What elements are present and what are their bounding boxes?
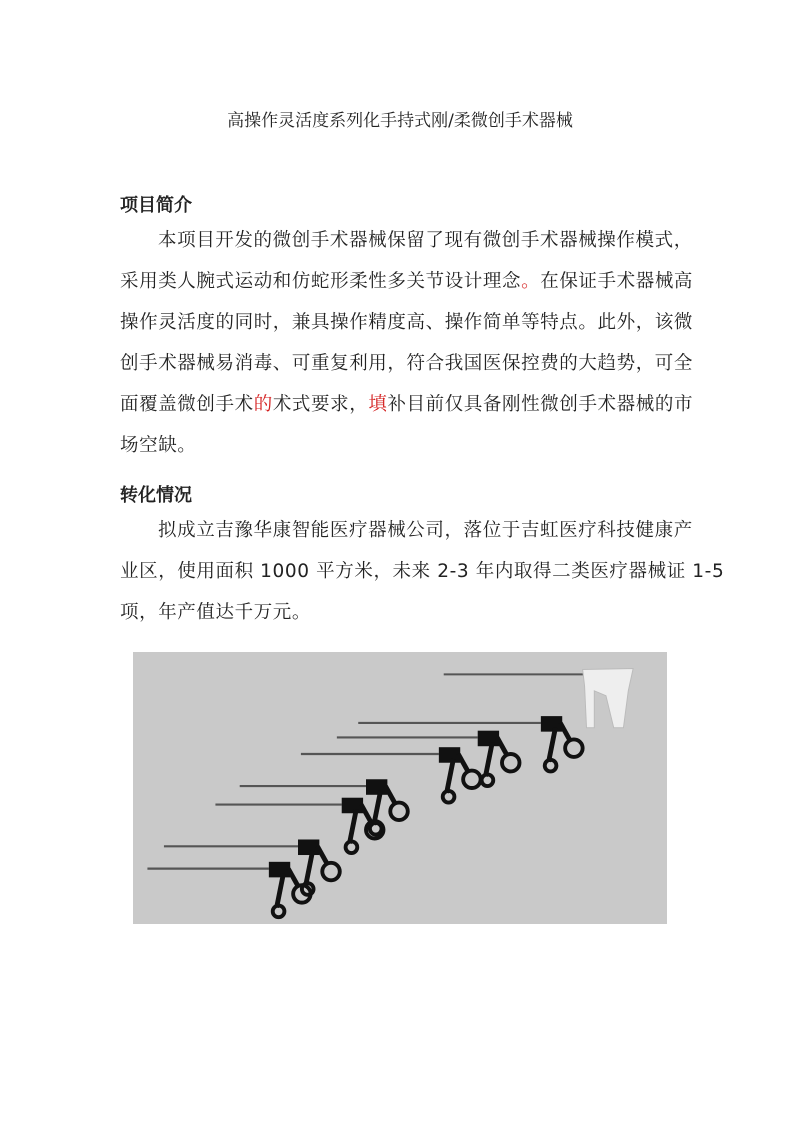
highlighted-text: 的 bbox=[253, 394, 273, 415]
instrument-lever bbox=[349, 809, 356, 843]
instrument-lever bbox=[277, 873, 284, 907]
section-heading-intro: 项目简介 bbox=[120, 195, 192, 216]
text-segment: 补目前仅具备刚性微创手术器械的市 bbox=[387, 394, 694, 415]
text-segment: 本项目开发的微创手术器械保留了现有微创手术器械操作模式， bbox=[158, 230, 693, 251]
thumb-ring bbox=[463, 771, 480, 788]
text-segment: 术式要求， bbox=[272, 394, 369, 415]
text-segment: 操作灵活度的同时，兼具操作精度高、操作简单等特点。此外，该微 bbox=[120, 312, 694, 333]
document-title: 高操作灵活度系列化手持式刚/柔微创手术器械 bbox=[227, 111, 573, 131]
paragraph-line bbox=[158, 516, 728, 542]
finger-ring bbox=[482, 774, 494, 786]
thumb-ring bbox=[322, 863, 339, 880]
paragraph-line bbox=[120, 390, 694, 416]
highlighted-text: 。 bbox=[521, 271, 541, 292]
text-segment: 拟成立吉豫华康智能医疗器械公司，落位于吉虹医疗科技健康产 bbox=[158, 520, 693, 541]
text-segment: 在保证手术器械高 bbox=[540, 271, 694, 292]
text-segment: 采用类人腕式运动和仿蛇形柔性多关节设计理念 bbox=[120, 271, 522, 292]
surgical-instruments-photo bbox=[133, 652, 667, 924]
instruments-illustration bbox=[133, 652, 667, 924]
text-segment: 面覆盖微创手术 bbox=[120, 394, 254, 415]
text-segment: 业区，使用面积 1000 平方米，未来 2-3 年内取得二类医疗器械证 1-5 bbox=[120, 561, 725, 582]
paragraph-line bbox=[158, 226, 728, 252]
paragraph-line bbox=[120, 431, 690, 457]
instrument-lever bbox=[560, 723, 570, 740]
instrument-lever bbox=[447, 759, 454, 793]
finger-ring bbox=[545, 760, 557, 772]
text-segment: 创手术器械易消毒、可重复利用，符合我国医保控费的大趋势，可全 bbox=[120, 353, 694, 374]
instrument-lever bbox=[306, 851, 313, 885]
paragraph-line bbox=[120, 308, 694, 334]
paragraph-line bbox=[120, 557, 725, 583]
text-segment: 项，年产值达千万元。 bbox=[120, 602, 312, 623]
instrument-lever bbox=[485, 742, 492, 776]
finger-ring bbox=[443, 791, 455, 803]
section-heading-transfer: 转化情况 bbox=[120, 485, 192, 506]
thumb-ring bbox=[565, 739, 582, 756]
instrument-lever bbox=[549, 728, 556, 762]
thumb-ring bbox=[502, 754, 519, 771]
finger-ring bbox=[346, 841, 358, 853]
instrument-lever bbox=[497, 737, 507, 754]
white-pistol-handle bbox=[583, 669, 634, 728]
paragraph-line bbox=[120, 598, 690, 624]
finger-ring bbox=[273, 906, 285, 918]
highlighted-text: 填 bbox=[368, 394, 388, 415]
text-segment: 场空缺。 bbox=[120, 435, 197, 456]
paragraph-line bbox=[120, 267, 694, 293]
paragraph-line bbox=[120, 349, 694, 375]
thumb-ring bbox=[390, 803, 407, 820]
